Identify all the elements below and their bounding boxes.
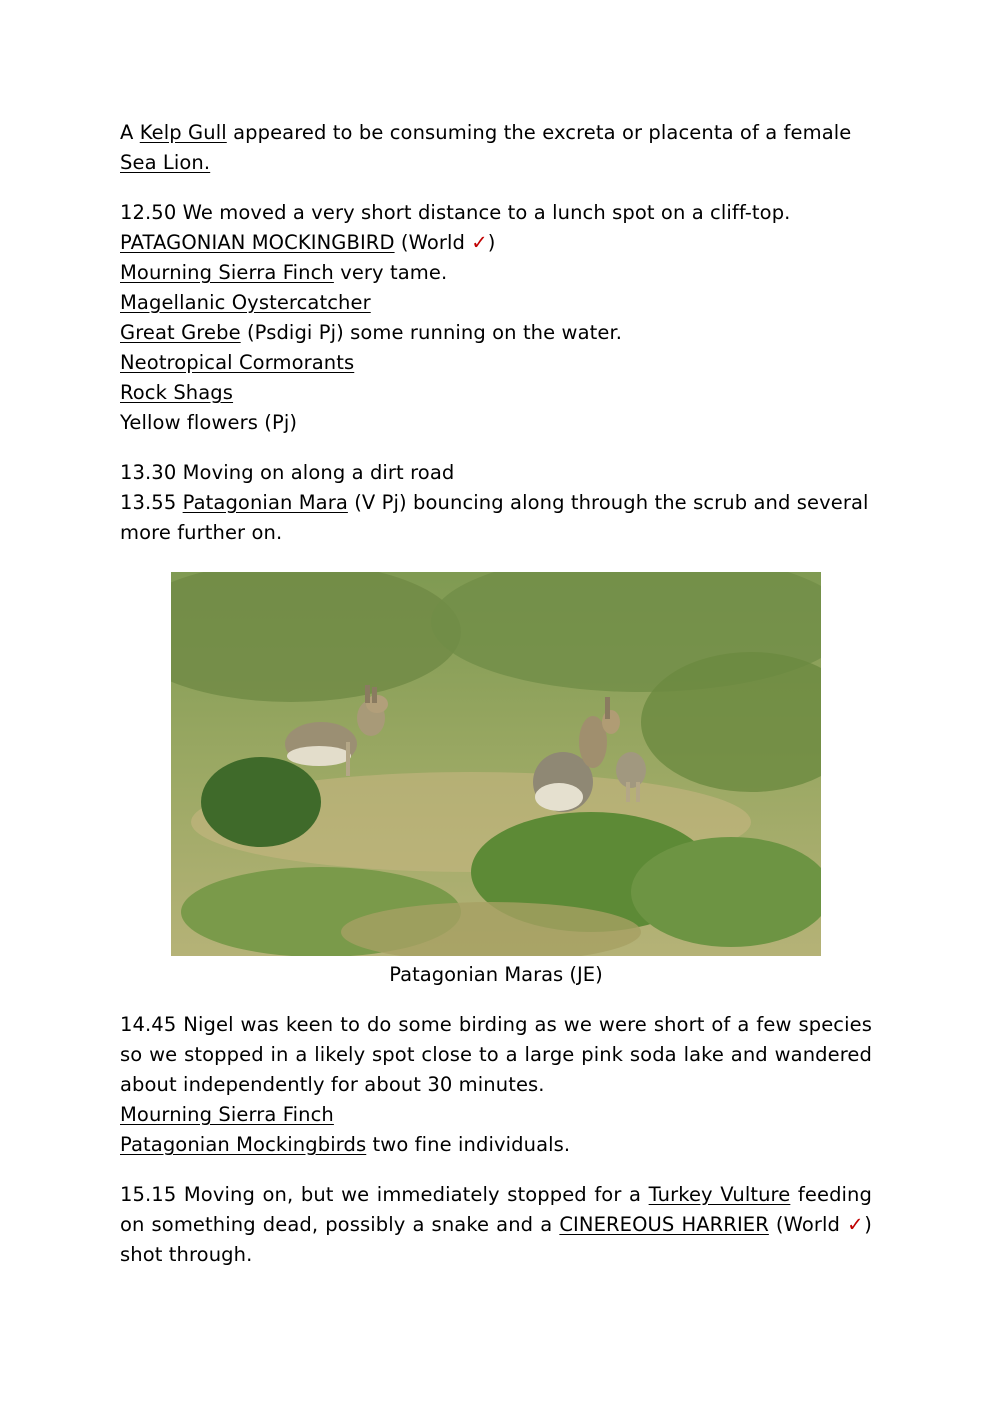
check-icon: ✓: [471, 231, 488, 254]
paragraph-dirt-road: 13.30 Moving on along a dirt road 13.55 Patagonian Mara (V Pj) bouncing along through the scrub and several more further on.: [120, 461, 869, 544]
cinereous-harrier-name: CINEREOUS HARRIER: [559, 1213, 769, 1236]
oystercatcher-name: Magellanic Oystercatcher: [120, 291, 371, 314]
rock-shags-name: Rock Shags: [120, 381, 234, 404]
mourning-sierra-finch-name: Mourning Sierra Finch: [120, 261, 334, 284]
patagonian-mockingbirds-name: Patagonian Mockingbirds: [120, 1133, 367, 1156]
paragraph-turkey-vulture: 15.15 Moving on, but we immediately stopped for a Turkey Vulture feeding on something dead, possibly a snake and a CINEREOUS HARRIER (World ✓) shot through.: [120, 1183, 873, 1266]
paragraph-lunch-spot: 12.50 We moved a very short distance to a lunch spot on a cliff-top. PATAGONIAN MOCKINGBIRD (World ✓) Mourning Sierra Finch very tame. Magellanic Oystercatcher Great Grebe (Psdigi Pj) some running on the water. Neotropical Cormorants Rock Shags Yellow flowers (Pj): [120, 201, 791, 434]
figure-caption: Patagonian Maras (JE): [389, 963, 603, 986]
kelp-gull-link: Kelp Gull: [139, 121, 227, 144]
document-page: [120, 118, 872, 1270]
lunch-spot-intro: 12.50 We moved a very short distance to a lunch spot on a cliff-top.: [120, 201, 791, 224]
mara-figure: [171, 572, 821, 990]
mourning-sierra-finch-name-2: Mourning Sierra Finch: [120, 1103, 334, 1126]
patagonian-mara-name: Patagonian Mara: [182, 491, 348, 514]
check-icon: ✓: [847, 1213, 865, 1236]
great-grebe-name: Great Grebe: [120, 321, 241, 344]
sea-lion-link: Sea Lion.: [120, 151, 211, 174]
yellow-flowers-note: Yellow flowers (Pj): [120, 411, 298, 434]
turkey-vulture-name: Turkey Vulture: [648, 1183, 791, 1206]
patagonian-mockingbird-name: PATAGONIAN MOCKINGBIRD: [120, 231, 395, 254]
paragraph-kelp-gull: A Kelp Gull appeared to be consuming the excreta or placenta of a female Sea Lion.: [120, 121, 852, 174]
patagonian-maras-photo: [171, 572, 821, 956]
paragraph-soda-lake: 14.45 Nigel was keen to do some birding as we were short of a few species so we stopped in a likely spot close to a large pink soda lake and wandered about independently for about 30 minutes.: [120, 1013, 872, 1096]
cormorants-name: Neotropical Cormorants: [120, 351, 355, 374]
paragraph-soda-lake-species: Mourning Sierra Finch Patagonian Mockingbirds two fine individuals.: [120, 1103, 571, 1156]
